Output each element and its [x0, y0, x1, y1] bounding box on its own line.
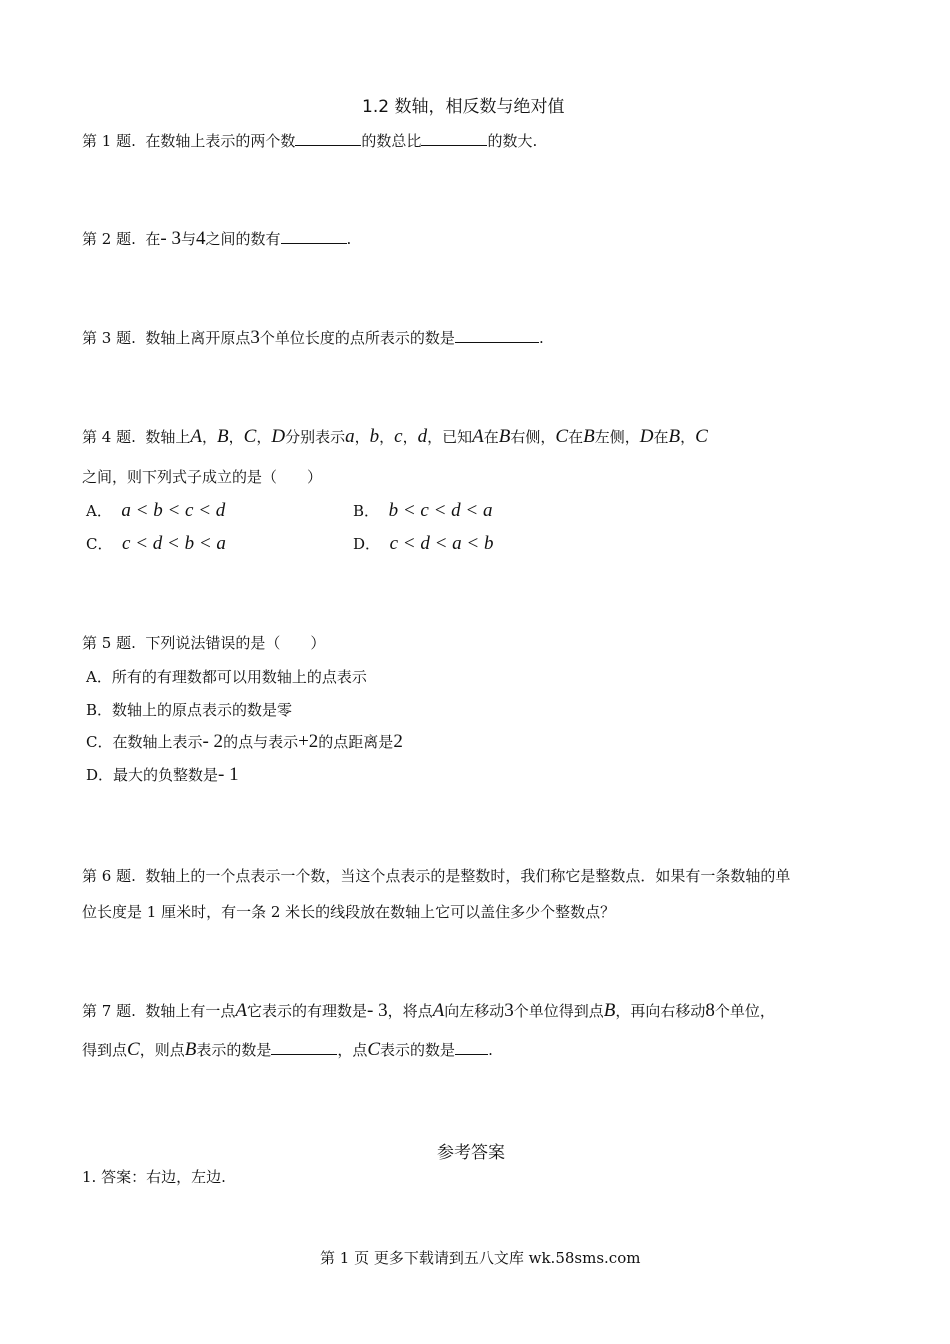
answer-blank[interactable]	[455, 1041, 488, 1055]
math-point: B	[603, 1000, 616, 1021]
math-var: d	[417, 426, 428, 447]
question-4-text: ，	[402, 428, 418, 446]
question-4-text: 在	[483, 428, 499, 446]
math-var: a	[345, 426, 355, 447]
answer-blank[interactable]	[295, 132, 361, 146]
question-6-text: 数轴上的一个点表示一个数，当这个点表示的是整数时，我们称它是整数点．如果有一条数轴的单	[145, 867, 791, 885]
math-point: C	[555, 426, 569, 447]
question-4-text: ，	[354, 428, 370, 446]
math-point: D	[639, 426, 654, 447]
question-4-text: 在	[568, 428, 584, 446]
option-c[interactable]	[86, 533, 226, 555]
question-7-text: ，点	[337, 1041, 368, 1059]
question-4-text: ，	[202, 428, 218, 446]
math-var: b	[369, 426, 380, 447]
answer-blank[interactable]	[421, 132, 487, 146]
option-text: D．最大的负整数是	[86, 766, 219, 784]
question-4-text: ，已知	[427, 428, 473, 446]
math-point: B	[583, 426, 595, 447]
question-5	[82, 632, 325, 653]
option-text: 的点与表示	[223, 733, 299, 751]
question-3-label: 第 3 题.	[82, 329, 136, 347]
answers-heading: 参考答案	[437, 1143, 505, 1163]
math-point: B	[498, 426, 511, 447]
math-point: A	[190, 426, 203, 447]
option-a[interactable]	[86, 500, 225, 522]
question-7-label: 第 7 题.	[82, 1002, 136, 1020]
option-letter: A．	[86, 502, 112, 520]
question-4-line-2: 之间，则下列式子成立的是（ ）	[82, 468, 323, 486]
math-number: - 2	[202, 731, 224, 752]
question-7-text: 它表示的有理数是	[247, 1002, 368, 1020]
question-2-label: 第 2 题.	[82, 230, 136, 248]
math-point: B	[217, 426, 229, 447]
option-expression: b < c < d < a	[388, 500, 493, 521]
math-var: c	[394, 426, 403, 447]
question-3-text: 个单位长度的点所表示的数是	[259, 329, 455, 347]
question-6-line-1	[82, 865, 790, 886]
math-number: 8	[705, 1000, 715, 1021]
math-point: B	[668, 426, 681, 447]
math-point: C	[127, 1039, 140, 1060]
math-number: 4	[196, 228, 206, 249]
option-text: C．在数轴上表示	[86, 733, 203, 751]
question-1-pre: 在数轴上表示的两个数	[145, 132, 296, 150]
math-number: 3	[504, 1000, 514, 1021]
question-1-label: 第 1 题.	[82, 132, 136, 150]
option-letter: B．	[353, 502, 380, 520]
answer-blank[interactable]	[281, 230, 347, 244]
math-number: - 3	[367, 1000, 388, 1021]
question-2-end: .	[346, 230, 352, 248]
question-7-text: ，再向右移动	[615, 1002, 706, 1020]
question-4-text: 数轴上	[145, 428, 191, 446]
math-point: C	[695, 426, 708, 447]
question-4-text: ，	[379, 428, 395, 446]
math-number: 3	[250, 327, 260, 348]
option-letter: D．	[353, 535, 381, 553]
question-7-end: .	[488, 1041, 493, 1059]
question-4-text: 左侧，	[594, 428, 640, 446]
page-footer: 第 1 页 更多下载请到五八文库 wk.58sms.com	[320, 1249, 641, 1267]
question-4-text: 在	[653, 428, 669, 446]
option-expression: c < d < a < b	[389, 533, 494, 554]
page-title: 1.2 数轴，相反数与绝对值	[362, 97, 565, 117]
question-4-label: 第 4 题.	[82, 428, 136, 446]
question-2-text: 之间的数有	[205, 230, 281, 248]
answer-1: 1. 答案：右边，左边.	[82, 1168, 226, 1186]
question-3	[82, 327, 544, 349]
question-5-stem: 下列说法错误的是（ ）	[145, 634, 326, 652]
question-4-text: 分别表示	[285, 428, 346, 446]
question-7-text: 个单位得到点	[513, 1002, 604, 1020]
option-expression: a < b < c < d	[121, 500, 226, 521]
question-6-label: 第 6 题.	[82, 867, 136, 885]
question-6-line-2: 位长度是 1 厘米时，有一条 2 米长的线段放在数轴上它可以盖住多少个整数点？	[82, 903, 616, 921]
option-letter: C．	[86, 535, 113, 553]
question-7-line-2	[82, 1039, 493, 1061]
option-d[interactable]	[86, 764, 239, 786]
question-3-end: .	[538, 329, 544, 347]
option-b[interactable]	[353, 500, 492, 522]
question-4-text: ，	[680, 428, 696, 446]
option-d[interactable]	[353, 533, 493, 555]
question-1-mid: 的数总比	[361, 132, 422, 150]
answer-blank[interactable]	[455, 329, 539, 343]
question-7-text: ，将点	[387, 1002, 433, 1020]
question-2	[82, 228, 351, 250]
option-b[interactable]: B．数轴上的原点表示的数是零	[86, 701, 293, 719]
math-point: B	[184, 1039, 197, 1060]
question-4-text: ，	[228, 428, 244, 446]
question-1-post: 的数大.	[487, 132, 538, 150]
question-2-text: 在	[145, 230, 161, 248]
math-point: D	[271, 426, 286, 447]
math-number: - 1	[218, 764, 239, 785]
math-number: - 3	[160, 228, 181, 249]
question-3-text: 数轴上离开原点	[145, 329, 251, 347]
math-point: C	[243, 426, 257, 447]
question-1	[82, 130, 537, 151]
math-point: A	[235, 1000, 248, 1021]
question-7-text: 得到点	[82, 1041, 128, 1059]
math-point: A	[432, 1000, 445, 1021]
math-point: C	[367, 1039, 381, 1060]
option-text: 的点距离是	[318, 733, 394, 751]
question-7-line-1	[82, 1000, 775, 1022]
question-7-text: 表示的数是	[380, 1041, 456, 1059]
question-7-text: 个单位，	[714, 1002, 775, 1020]
question-7-text: 数轴上有一点	[145, 1002, 236, 1020]
option-a[interactable]: A．所有的有理数都可以用数轴上的点表示	[86, 668, 367, 686]
math-point: A	[472, 426, 484, 447]
answer-blank[interactable]	[271, 1041, 337, 1055]
math-number: 2	[393, 731, 403, 752]
question-7-text: 表示的数是	[196, 1041, 272, 1059]
question-4-text: 右侧，	[510, 428, 556, 446]
option-expression: c < d < b < a	[122, 533, 226, 554]
question-4-text: ，	[256, 428, 272, 446]
question-2-text: 与	[181, 230, 197, 248]
question-5-label: 第 5 题.	[82, 634, 136, 652]
math-number: +2	[298, 731, 319, 752]
question-7-text: 向左移动	[444, 1002, 505, 1020]
question-7-text: ，则点	[139, 1041, 185, 1059]
question-4-line-1	[82, 426, 708, 448]
option-c[interactable]	[86, 731, 403, 753]
